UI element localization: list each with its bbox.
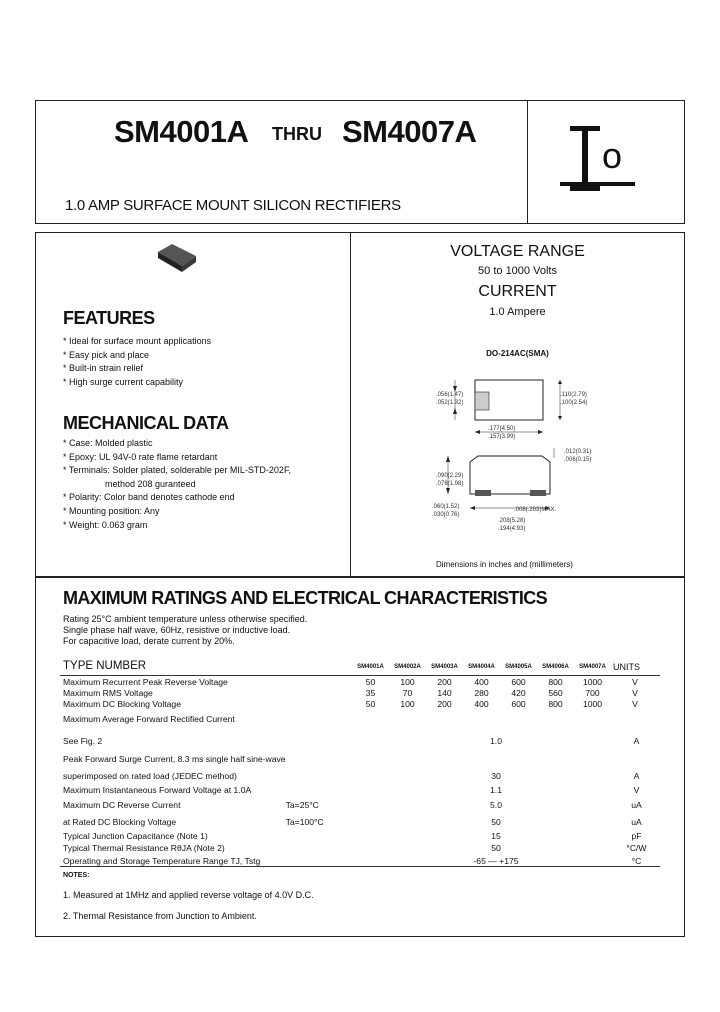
unit-cell: uA [631,799,642,810]
dim-label: .090(2.29) [436,473,464,479]
logo-o: o [602,135,623,176]
table-row [63,842,659,854]
value-cell [378,714,614,732]
value-cell: 50 [491,816,501,827]
dim-label: .008(.203)MAX. [514,507,557,513]
mechanical-item: * Epoxy: UL 94V-0 rate flame retardant [63,451,218,462]
note-item: 2. Thermal Resistance from Junction to Ambient. [63,911,257,921]
mechanical-item: * Weight: 0.063 gram [63,519,148,530]
condition-cell: Ta=25°C [285,799,319,810]
feature-item: * Built-in strain relief [63,363,144,374]
model-label: SM4001A [357,664,384,670]
unit-cell: A [633,736,640,746]
value-cell: 1000 [582,699,603,710]
condition-cell [286,732,378,750]
param-cell: Maximum DC Reverse Current [63,799,181,810]
value-cell: 600 [511,699,526,710]
condition-cell [286,842,378,854]
dim-label: .157(3.99) [488,434,516,440]
dim-label: .194(4.93) [498,526,526,532]
dim-label: .052(1.32) [436,400,464,406]
type-number-label: TYPE NUMBER [63,660,147,672]
unit-cell: V [632,676,638,687]
voltage-range-label: VOLTAGE RANGE [450,243,585,260]
value-cell: 400 [474,699,489,710]
ratings-table-single [63,714,659,868]
value-cell: 70 [402,687,413,698]
subtitle: 1.0 AMP SURFACE MOUNT SILICON RECTIFIERS [65,197,401,214]
condition-cell [286,714,378,732]
table-row [63,784,659,796]
mechanical-item: * Mounting position: Any [63,505,160,516]
mechanical-item: * Terminals: Solder plated, solderable per MIL-STD-202F, [63,465,291,476]
value-cell: 1.0 [490,736,502,746]
part-number-start: SM4001A [114,114,249,149]
dim-label: .100(2.54) [560,400,588,406]
value-cell: 1.1 [490,785,502,795]
condition-cell: Ta=100°C [285,816,324,827]
mechanical-list [63,437,291,532]
model-label: SM4004A [468,664,495,670]
dim-label: .177(4.50) [488,426,516,432]
value-cell: 420 [511,687,526,698]
value-cell: 200 [437,676,452,687]
intro-line: Rating 25°C ambient temperature unless otherwise specified. [63,614,308,624]
value-cell: 50 [491,843,501,853]
param-cell: See Fig. 2 [63,736,103,746]
current-value: 1.0 Ampere [489,306,546,318]
table-row [63,830,659,842]
thru-label: THRU [272,124,322,144]
table-row [63,714,659,732]
value-cell: -65 — +175 [473,856,519,866]
value-cell: 100 [400,676,415,687]
unit-cell: pF [631,831,642,841]
ratings-intro [63,614,307,647]
mechanical-title: MECHANICAL DATA [63,413,229,433]
param-cell: superimposed on rated load (JEDEC method) [63,771,237,781]
dim-label: .078(1.98) [436,481,464,487]
model-label: SM4003A [431,664,458,670]
table-row [63,732,659,750]
condition-cell [286,768,378,784]
value-cell: 560 [548,687,563,698]
table-row [63,813,659,830]
value-cell: 140 [437,687,452,698]
dim-label: .012(0.31) [564,449,592,455]
param-cell: Peak Forward Surge Current, 8.3 ms single half sine-wave [63,754,286,764]
value-cell: 600 [511,676,526,687]
model-header [352,664,612,670]
value-cell: 35 [365,687,376,698]
unit-cell: V [632,699,638,710]
value-cell: 5.0 [490,799,502,810]
note-item: 1. Measured at 1MHz and applied reverse voltage of 4.0V D.C. [63,890,314,900]
table-row [63,750,659,768]
value-cell: 800 [548,699,563,710]
ratings-title: MAXIMUM RATINGS AND ELECTRICAL CHARACTERISTICS [63,588,548,608]
param-cell: Maximum Recurrent Peak Reverse Voltage [63,676,228,687]
unit-cell: °C [631,856,642,866]
unit-cell: A [633,771,640,781]
table-row [63,699,659,710]
notes-label: NOTES: [63,872,90,879]
condition-cell [286,784,378,796]
value-cell: 50 [365,676,376,687]
component-image [152,242,200,276]
param-cell: at Rated DC Blocking Voltage [63,816,177,827]
feature-item: * Ideal for surface mount applications [63,336,212,346]
features-title: FEATURES [63,308,155,328]
value-cell [378,750,614,768]
part-number-end: SM4007A [342,114,477,149]
intro-line: For capacitive load, derate current by 20%. [63,636,235,646]
table-row [63,676,659,687]
condition-cell [286,830,378,842]
dim-label: .060(1.52) [432,504,460,510]
value-cell: 400 [474,676,489,687]
mechanical-item: * Case: Molded plastic [63,438,153,448]
dim-label: .056(1.47) [436,392,464,398]
feature-item: * High surge current capability [63,376,184,387]
param-cell: Typical Thermal Resistance RθJA (Note 2) [63,843,225,853]
value-cell: 200 [437,699,452,710]
voltage-range-value: 50 to 1000 Volts [478,265,557,277]
value-cell: 100 [400,699,415,710]
unit-cell [614,750,659,768]
unit-cell: uA [631,816,642,827]
dim-label: .208(5.28) [498,518,526,524]
unit-cell: °C/W [626,843,647,853]
model-label: SM4007A [579,664,606,670]
features-list [63,335,211,389]
param-cell: Maximum DC Blocking Voltage [63,699,181,710]
param-cell: Operating and Storage Temperature Range TJ, Tstg [63,856,261,866]
value-cell: 280 [474,687,489,698]
intro-line: Single phase half wave, 60Hz, resistive or inductive load. [63,625,291,635]
table-row [63,796,659,813]
model-label: SM4006A [542,664,569,670]
company-logo [560,120,650,200]
feature-item: * Easy pick and place [63,349,150,360]
value-cell: 15 [491,831,501,841]
param-cell: Maximum Average Forward Rectified Current [63,714,235,724]
package-title: DO-214AC(SMA) [486,349,549,358]
model-label: SM4002A [394,664,421,670]
value-cell: 30 [491,771,501,781]
mechanical-item: * Polarity: Color band denotes cathode end [63,492,235,503]
value-cell: 50 [365,699,376,710]
param-cell: Typical Junction Capacitance (Note 1) [63,831,208,841]
dimensions-caption: Dimensions in inches and (millimeters) [436,560,573,569]
param-cell: Maximum RMS Voltage [63,687,153,698]
unit-cell [614,714,659,732]
condition-cell [286,750,378,768]
current-label: CURRENT [478,283,557,300]
value-cell: 800 [548,676,563,687]
param-cell: Maximum Instantaneous Forward Voltage at 1.0A [63,785,252,795]
mechanical-item: method 208 guranteed [105,478,196,489]
table-row [63,768,659,784]
unit-cell: V [633,785,640,795]
value-cell: 1000 [582,676,603,687]
units-label: UNITS [613,662,640,672]
unit-cell: V [632,687,638,698]
value-cell: 700 [585,687,600,698]
header-divider [527,100,528,224]
dim-label: .006(0.15) [564,457,592,463]
dim-label: .110(2.79) [560,392,587,398]
table-row [63,687,659,698]
dim-label: .030(0.76) [432,512,460,518]
ratings-table-main [63,676,659,710]
model-label: SM4005A [505,664,532,670]
